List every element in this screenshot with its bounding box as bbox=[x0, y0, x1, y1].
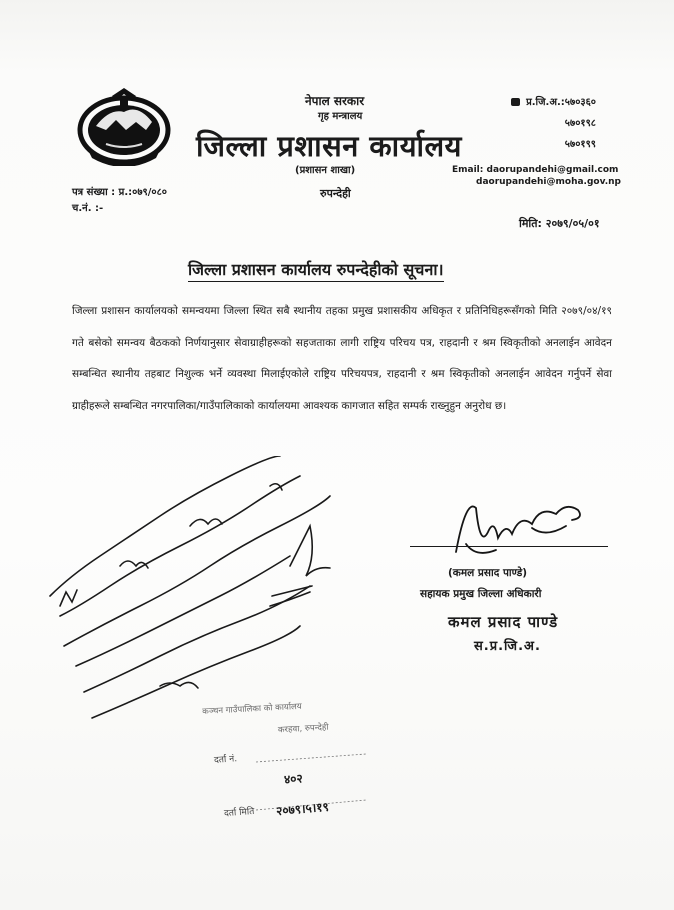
phone-row bbox=[498, 113, 596, 134]
signature-line bbox=[410, 546, 608, 547]
letter-date: मिति: २०७९/०५/०१ bbox=[519, 217, 600, 230]
office-title: जिल्ला प्रशासन कार्यालय bbox=[196, 129, 463, 163]
office-subtitle-branch: (प्रशासन शाखा) bbox=[295, 165, 356, 176]
signer-title: सहायक प्रमुख जिल्ला अधिकारी bbox=[420, 588, 542, 600]
received-stamp-address: करहवा, रुपन्देही bbox=[277, 722, 329, 736]
phone-icon bbox=[511, 98, 520, 106]
notice-body: जिल्ला प्रशासन कार्यालयको समन्वयमा जिल्ला स्थित सबै स्थानीय तहका प्रमुख प्रशासकीय अधिकृत र प्रतिनिधिहरूसँगको मिति २०७९/०४/१९ गते बसेको समन्वय बैठकको निर्णयानुसार सेवाग्राहीहरूको सहजताका लागी राष्ट्रिय परिचय पत्र, राहदानी र श्रम स्विकृतीको अनलाईन आवेदन सम्बन्धित स्थानीय तहबाट निशुल्क भर्ने व्यवस्था मिलाईएकोले राष्ट्रिय परिचयपत्र, राहदानी र श्रम स्विकृतीको अनलाईन आवेदन गर्नुपर्ने सेवा ग्राहीहरूले सम्बन्धित नगरपालिका/गाउँपालिकाको कार्यालयमा आवश्यक कागजात सहित सम्पर्क राख्नुहुन अनुरोध छ। bbox=[72, 305, 612, 412]
phone-row bbox=[498, 92, 596, 113]
signer-designation-stamp: स.प्र.जि.अ. bbox=[474, 639, 541, 654]
gov-line2: गृह मन्त्रालय bbox=[318, 111, 363, 122]
registration-date-label: दर्ता मिति bbox=[223, 806, 255, 820]
signer-name-stamp: कमल प्रसाद पाण्डे bbox=[448, 613, 559, 631]
received-stamp-office: कञ्चन गाउँपालिका को कार्यालय bbox=[202, 701, 302, 717]
registration-number: ४०२ bbox=[283, 771, 304, 787]
registration-date: २०७९।५।१९ bbox=[275, 799, 330, 819]
gov-line1: नेपाल सरकार bbox=[305, 94, 365, 108]
letter-reference-number: पत्र संख्या : प्र.:०७९/०८० bbox=[72, 187, 167, 198]
phone-numbers bbox=[498, 92, 596, 155]
office-subtitle-district: रुपन्देही bbox=[320, 187, 351, 200]
nepal-emblem-icon bbox=[76, 86, 172, 166]
signer-name: (कमल प्रसाद पाण्डे) bbox=[448, 567, 528, 579]
email-line-2: daorupandehi@moha.gov.np bbox=[476, 177, 621, 187]
notice-title: जिल्ला प्रशासन कार्यालय रुपन्देहीको सूचना। bbox=[188, 258, 444, 282]
registration-number-label: दर्ता नं. bbox=[213, 754, 238, 766]
dispatch-number: च.नं. :- bbox=[72, 203, 104, 214]
official-signature bbox=[436, 488, 616, 568]
email-addresses bbox=[452, 164, 621, 188]
phone-number: प्र.जि.अ.:५७०३६० bbox=[526, 97, 596, 108]
email-line-1: Email: daorupandehi@gmail.com bbox=[452, 165, 619, 175]
phone-number: ५७०१९८ bbox=[564, 118, 596, 129]
phone-row bbox=[498, 134, 596, 155]
handwritten-note bbox=[40, 456, 360, 726]
phone-number: ५७०१९९ bbox=[564, 139, 596, 150]
